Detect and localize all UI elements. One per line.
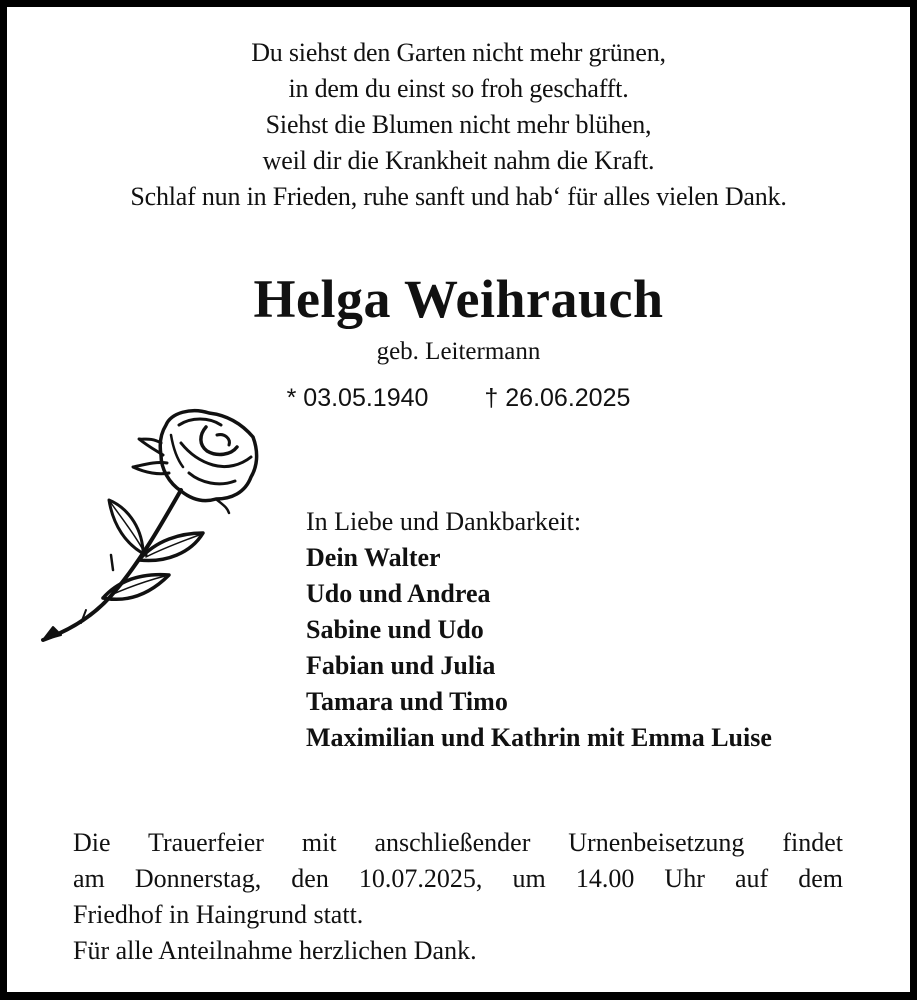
mourner: Dein Walter [306, 543, 441, 572]
service-line: am Donnerstag, den 10.07.2025, um 14.00 Uhr auf dem [73, 864, 843, 893]
maiden-name: geb. Leitermann [376, 338, 541, 365]
poem-line: Siehst die Blumen nicht mehr blühen, [265, 110, 652, 139]
mourner: Fabian und Julia [306, 651, 496, 680]
mourner: Maximilian und Kathrin mit Emma Luise [306, 723, 772, 752]
rose-icon [31, 395, 271, 645]
mourner: Sabine und Udo [306, 615, 484, 644]
poem-line: Schlaf nun in Frieden, ruhe sanft und hab‘ für alles vielen Dank. [130, 182, 787, 211]
service-info [73, 825, 843, 969]
poem [7, 35, 910, 215]
service-line: Die Trauerfeier mit anschließender Urnenbeisetzung findet [73, 828, 843, 857]
poem-line: in dem du einst so froh geschafft. [288, 74, 629, 103]
mourners-intro: In Liebe und Dankbarkeit: [306, 507, 582, 536]
mourners-list [306, 504, 772, 756]
obituary-notice [7, 7, 910, 992]
mourner: Udo und Andrea [306, 579, 491, 608]
poem-line: weil dir die Krankheit nahm die Kraft. [262, 146, 655, 175]
thanks-line: Für alle Anteilnahme herzlichen Dank. [73, 936, 477, 965]
poem-line: Du siehst den Garten nicht mehr grünen, [251, 38, 666, 67]
service-line: Friedhof in Haingrund statt. [73, 900, 364, 929]
deceased-name: Helga Weihrauch [253, 269, 664, 329]
birth-date: * 03.05.1940 [286, 384, 429, 412]
death-date: † 26.06.2025 [484, 384, 631, 412]
mourner: Tamara und Timo [306, 687, 508, 716]
